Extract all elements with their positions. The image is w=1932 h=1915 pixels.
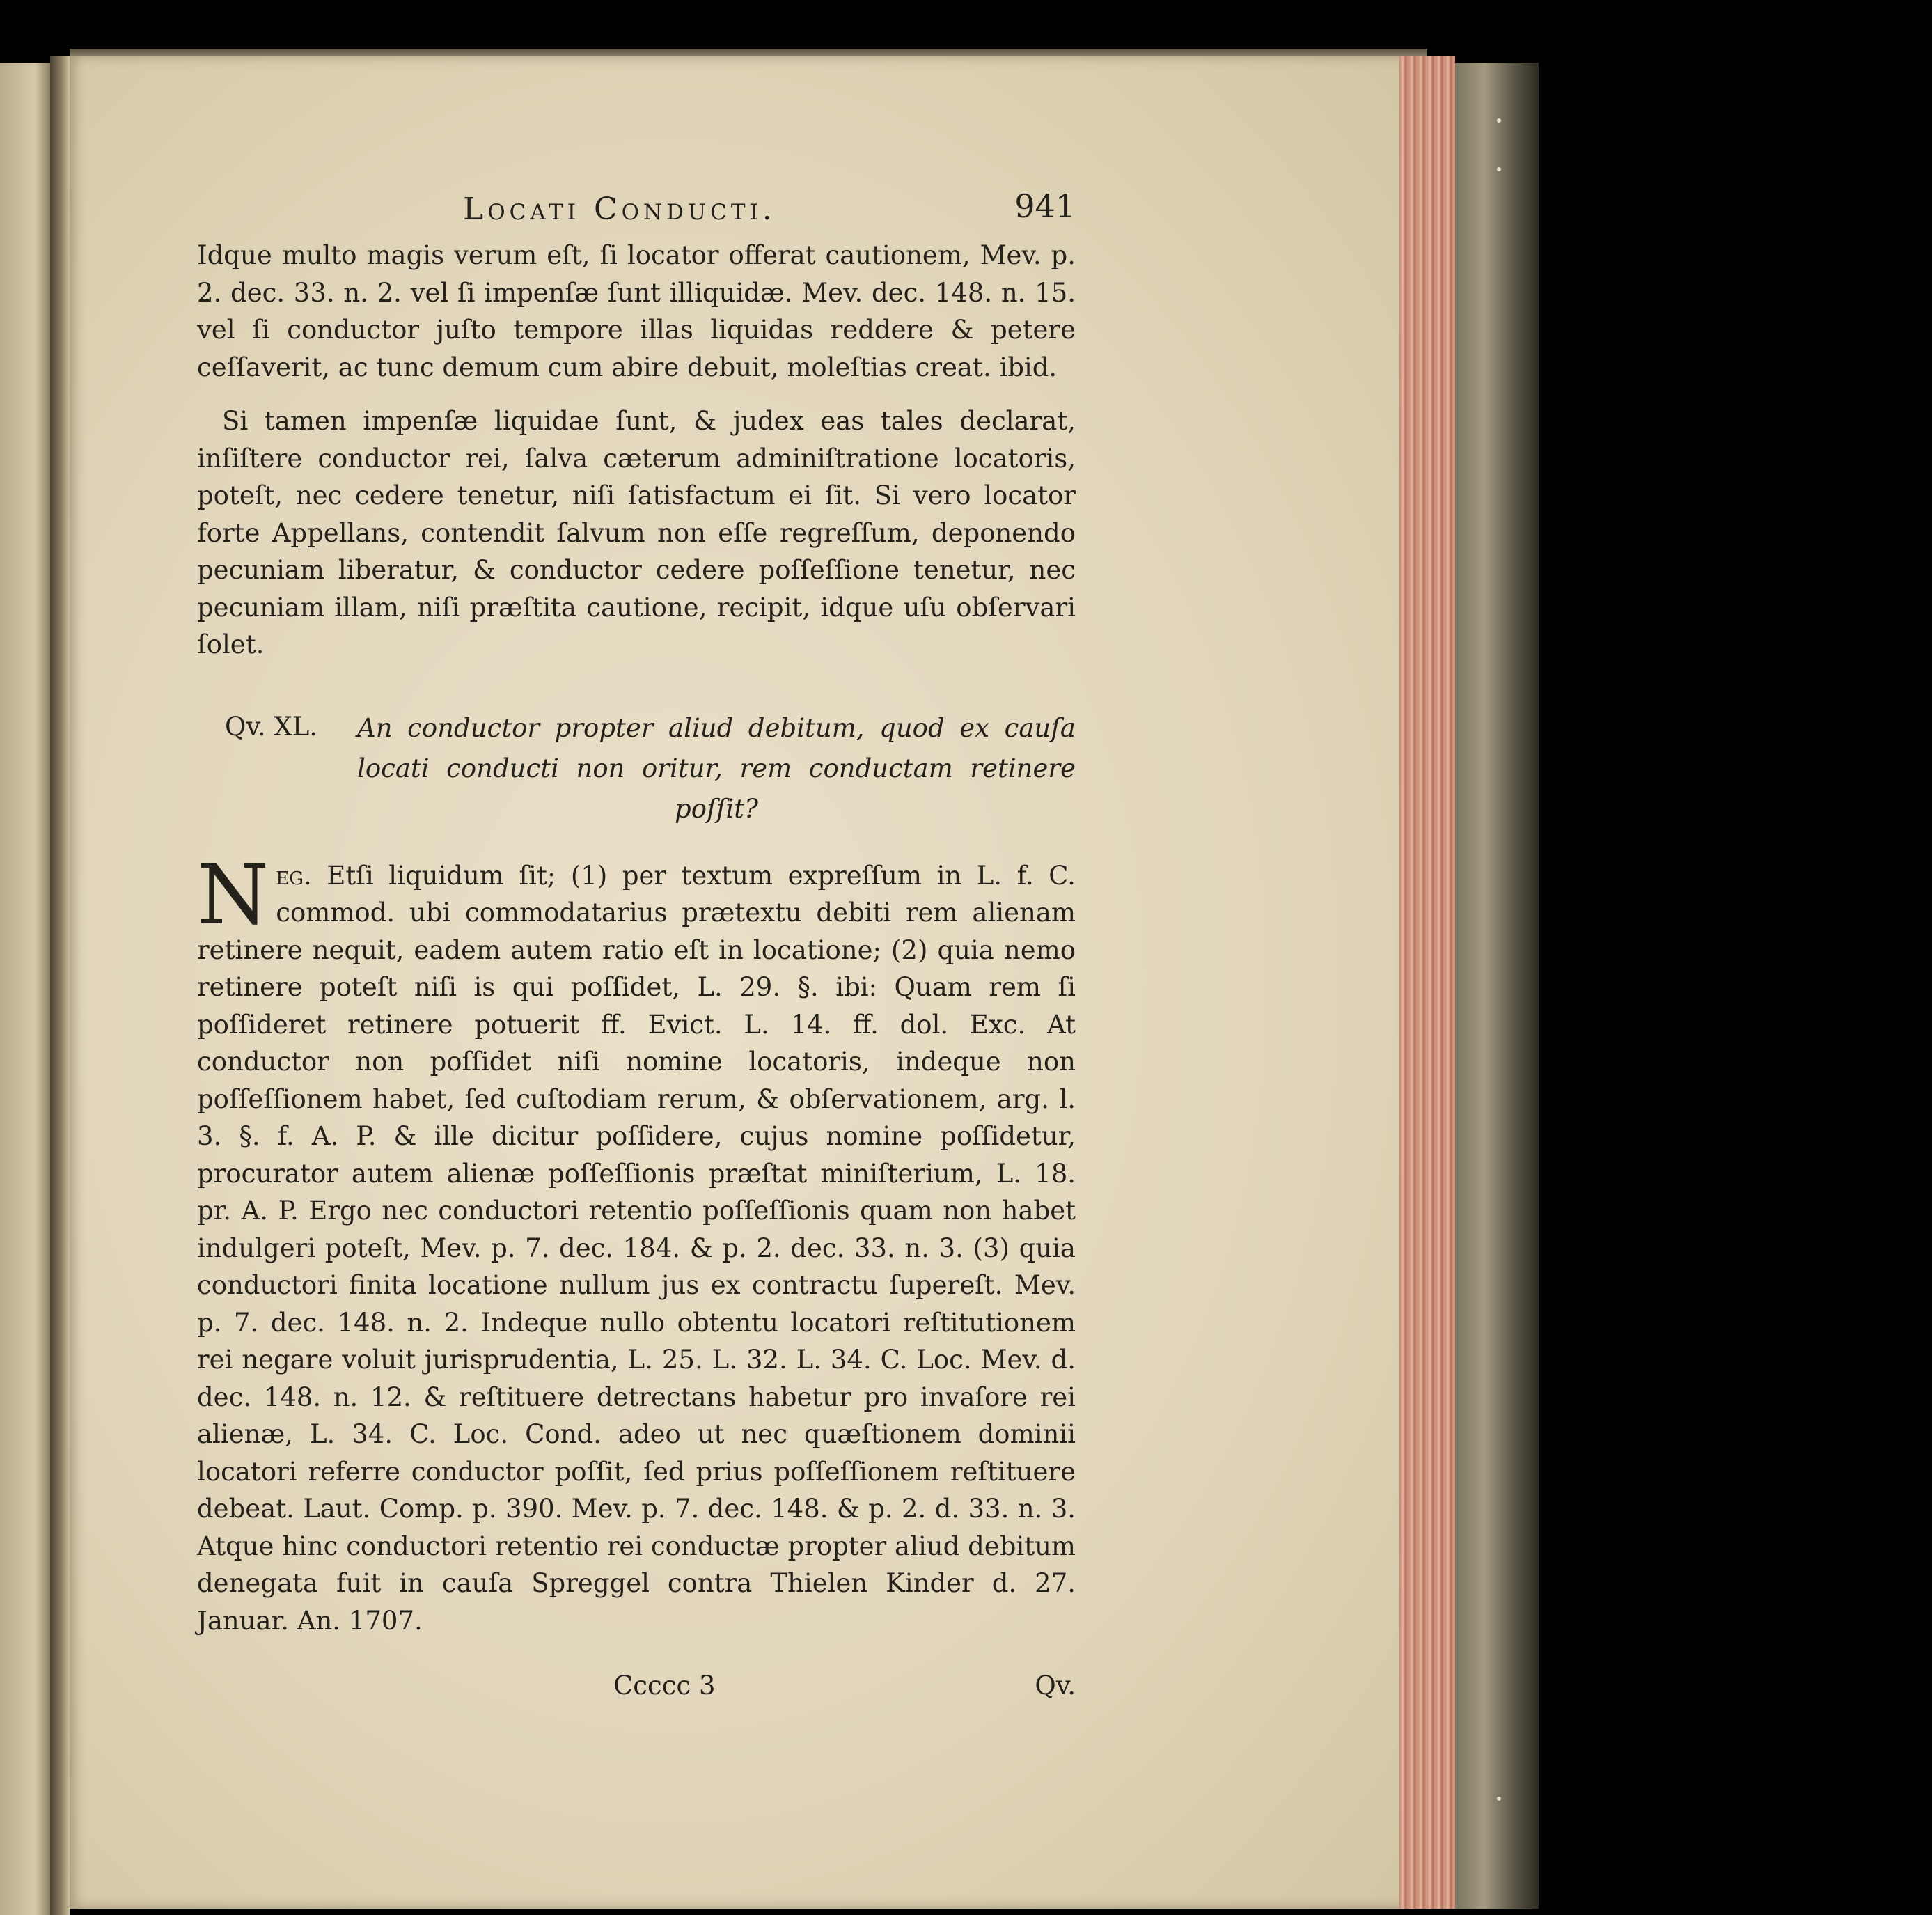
page-footer [197,1667,1076,1709]
page-edges-red [1399,56,1455,1909]
text-block [197,188,1076,1709]
signature-mark: Ccccc 3 [613,1671,716,1701]
catchword: Qv. [1035,1671,1076,1701]
answer-text: Etſi liquidum ſit; (1) per textum expreſſum in L. f. C. commod. ubi commodatarius prætextu debiti rem alienam retinere nequit, eadem autem ratio eſt in locatione; (2) quia nemo retinere poteſt niſi is qui poſſidet, L. 29. §. ibi: Quam rem ſi poſſideret retinere potuerit ff. Evict. L. 14. ff. dol. Exc. At conductor non poſſidet niſi nomine locatoris, indeque non poſſeſſionem habet, ſed cuſtodiam rerum, & obſervationem, arg. l. 3. §. f. A. P. & ille dicitur poſſidere, cujus nomine poſſidetur, procurator autem alienæ poſſeſſionis præſtat miniſterium, L. 18. pr. A. P. Ergo nec conductori retentio poſſeſſionis quam non habet indulgeri poteſt, Mev. p. 7. dec. 184. & p. 2. dec. 33. n. 3. (3) quia conductori finita locatione nullum jus ex contractu ſupereſt. Mev. p. 7. dec. 148. n. 2. Indeque nullo obtentu locatori reſtitutionem rei negare voluit jurisprudentia, L. 25. L. 32. L. 34. C. Loc. Mev. d. dec. 148. n. 12. & reſtituere detrectans habetur pro invaſore rei alienæ, L. 34. C. Loc. Cond. adeo ut nec quæſtionem dominii locatori referre conductor poſſit, ſed prius poſſeſſionem reſtituere debeat. Laut. Comp. p. 390. Mev. p. 7. dec. 148. & p. 2. d. 33. n. 3. Atque hinc conductori retentio rei conductæ propter aliud debitum denegata fuit in cauſa Spreggel contra Thielen Kinder d. 27. Januar. An. 1707. [197,860,1076,1636]
cover-speck [1497,1797,1501,1801]
page-number: 941 [1014,187,1076,225]
running-title: Locati Conducti. [463,192,776,227]
book-gutter [50,56,70,1915]
question-text: An conductor propter aliud debitum, quod ex cauſa locati conducti non oritur, rem conductam retinere poſſit? [357,712,1076,824]
previous-page-edge [0,63,50,1915]
drop-cap: N [197,846,269,943]
question-heading [197,708,1076,829]
answer-lead: eg. [276,860,312,891]
answer-paragraph [197,846,1076,1640]
cover-speck [1497,167,1501,171]
cover-speck [1497,118,1501,123]
paragraph-1: Idque multo magis verum eſt, ſi locator offerat cautionem, Mev. p. 2. dec. 33. n. 2. vel ſi impenſæ ſunt illiquidæ. Mev. dec. 148. n. 15. vel ſi conductor juſto tempore illas liquidas reddere & petere ceſſaverit, ac tunc demum cum abire debuit, moleſtias creat. ibid. [197,240,1076,382]
paragraph-2: Si tamen impenſæ liquidae ſunt, & judex eas tales declarat, inſiſtere conductor rei, ſalva cæterum adminiſtratione locatoris, poteſt, nec cedere tenetur, niſi ſatisfactum ei ſit. Si vero locator forte Appellans, contendit ſalvum non eſſe regreſſum, deponendo pecuniam liberatur, & conductor cedere poſſeſſione tenetur, nec pecuniam illam, niſi præſtita cautione, recipit, idque uſu obſervari ſolet. [197,406,1076,659]
question-number: Qv. XL. [225,711,318,742]
page-header [197,188,1076,237]
book-cover-edge [1455,63,1539,1909]
